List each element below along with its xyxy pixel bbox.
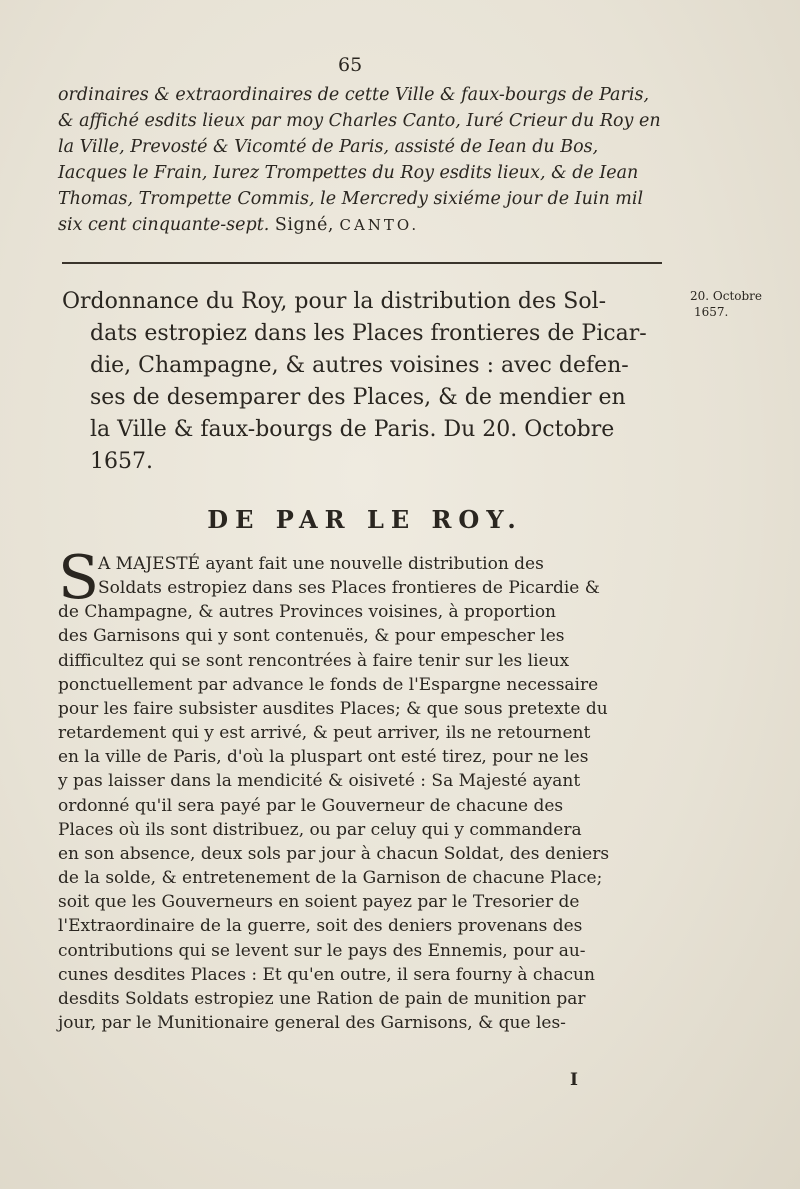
text-line: & affiché esdits lieux par moy Charles Canto, Iuré Crieur du Roy en — [58, 111, 661, 131]
text-line: la Ville, Prevosté & Vicomté de Paris, assisté de Iean du Bos, — [58, 137, 599, 157]
body-line: l'Extraordinaire de la guerre, soit des deniers provenans des — [58, 916, 583, 937]
body-line: en son absence, deux sols par jour à chacun Soldat, des deniers — [58, 843, 610, 864]
body-line: A MAJESTÉ ayant fait une nouvelle distribution des — [98, 554, 544, 574]
title-line: la Ville & faux-bourgs de Paris. Du 20. Octobre — [90, 417, 615, 442]
title-line: dats estropiez dans les Places frontieres de Picar- — [90, 321, 647, 346]
continuation-text — [58, 82, 668, 238]
page-number: 65 — [338, 54, 363, 76]
body-line: ponctuellement par advance le fonds de l'Espargne necessaire — [58, 674, 599, 695]
signature-name: CANTO. — [339, 216, 420, 234]
margin-date-year: 1657. — [694, 305, 729, 319]
catchword: I — [570, 1070, 578, 1090]
section-divider — [62, 262, 662, 264]
margin-date-day: 20. Octobre — [690, 289, 763, 303]
signature-prefix: Signé, — [274, 215, 334, 235]
text-line: Thomas, Trompette Commis, le Mercredy sixiéme jour de Iuin mil — [58, 189, 644, 209]
body-line: difficultez qui se sont rencontrées à faire tenir sur les lieux — [58, 650, 570, 671]
body-line: contributions qui se levent sur le pays des Ennemis, pour au- — [58, 940, 586, 961]
title-line: Ordonnance du Roy, pour la distribution des Sol- — [62, 289, 607, 314]
body-line: des Garnisons qui y sont contenuës, & pour empescher les — [58, 626, 565, 647]
title-line: ses de desemparer des Places, & de mendier en — [90, 385, 626, 410]
body-line: de la solde, & entretenement de la Garnison de chacune Place; — [58, 868, 603, 889]
text-line: ordinaires & extraordinaires de cette Ville & faux-bourgs de Paris, — [58, 85, 650, 105]
ordinance-title — [62, 286, 662, 478]
body-line: de Champagne, & autres Provinces voisines, à proportion — [58, 602, 556, 623]
body-line: desdits Soldats estropiez une Ration de pain de munition par — [58, 988, 586, 1009]
body-line: soit que les Gouverneurs en soient payez par le Tresorier de — [58, 892, 580, 913]
body-line: cunes desdites Places : Et qu'en outre, il sera fourny à chacun — [58, 964, 595, 985]
drop-cap: S — [58, 543, 100, 613]
text-line-content: six cent cinquante-sept. — [58, 215, 270, 235]
body-line: Soldats estropiez dans ses Places frontieres de Picardie & — [98, 578, 600, 599]
ordinance-body — [58, 552, 658, 1035]
body-line: Places où ils sont distribuez, ou par celuy qui y commandera — [58, 819, 582, 840]
title-line: die, Champagne, & autres voisines : avec defen- — [90, 353, 629, 378]
text-line: Iacques le Frain, Iurez Trompettes du Roy esdits lieux, & de Iean — [58, 163, 639, 183]
body-line: retardement qui y est arrivé, & peut arriver, ils ne retournent — [58, 723, 591, 744]
text-line-last — [58, 212, 668, 238]
body-line: ordonné qu'il sera payé par le Gouverneur de chacune des — [58, 795, 564, 816]
body-line: en la ville de Paris, d'où la pluspart ont esté tirez, pour ne les — [58, 747, 589, 768]
body-line: y pas laisser dans la mendicité & oisiveté : Sa Majesté ayant — [58, 771, 581, 792]
title-line: 1657. — [90, 449, 153, 474]
royal-heading: DE PAR LE ROY. — [207, 505, 523, 534]
body-line: jour, par le Munitionaire general des Garnisons, & que les- — [58, 1012, 566, 1033]
body-line: pour les faire subsister ausdites Places; & que sous pretexte du — [58, 698, 608, 719]
margin-date — [690, 288, 762, 320]
